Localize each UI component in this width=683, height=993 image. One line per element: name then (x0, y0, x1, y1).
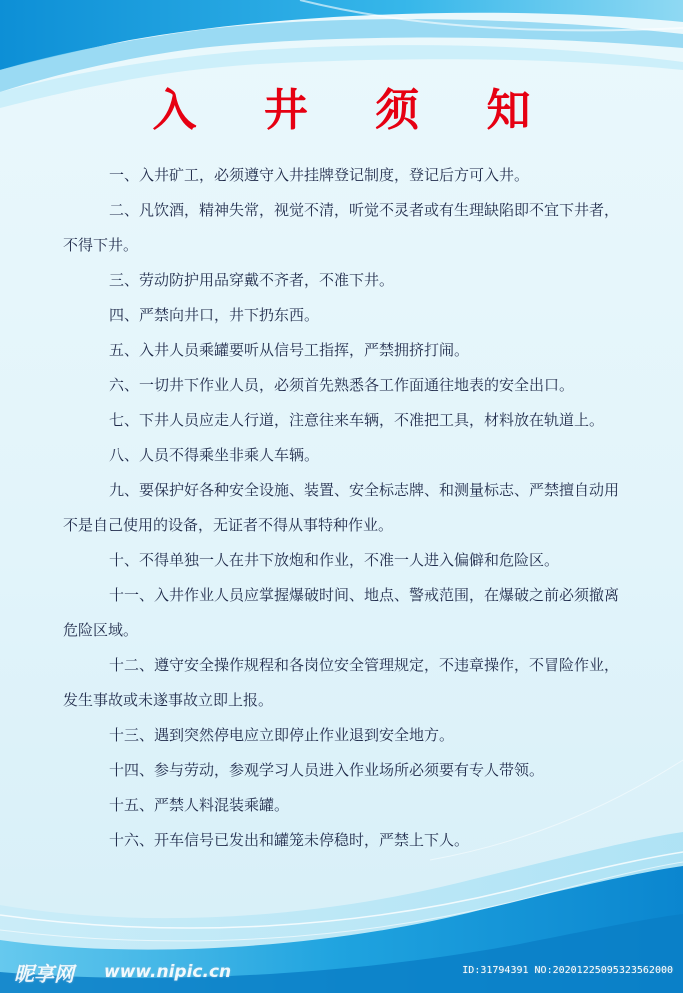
rule-item-10: 十、不得单独一人在井下放炮和作业，不准一人进入偏僻和危险区。 (109, 551, 560, 569)
rule-item-12: 十二、遵守安全操作规程和各岗位安全管理规定，不违章操作，不冒险作业，发生事故或未遂事故立即上报。 (63, 656, 620, 709)
watermark-logo: 昵享网 (14, 962, 74, 986)
rule-item-5: 五、入井人员乘罐要听从信号工指挥，严禁拥挤打闹。 (109, 341, 470, 359)
rule-item-6: 六、一切井下作业人员，必须首先熟悉各工作面通往地表的安全出口。 (109, 376, 575, 394)
rule-item-15: 十五、严禁人料混装乘罐。 (109, 796, 290, 814)
rule-item-14: 十四、参与劳动，参观学习人员进入作业场所必须要有专人带领。 (109, 761, 545, 779)
rule-item-1: 一、入井矿工，必须遵守入井挂牌登记制度，登记后方可入井。 (109, 166, 530, 184)
rule-item-11: 十一、入井作业人员应掌握爆破时间、地点、警戒范围，在爆破之前必须撤离危险区域。 (63, 586, 620, 639)
watermark-id: ID:31794391 NO:20201225095323562000 (462, 965, 673, 976)
rule-item-13: 十三、遇到突然停电应立即停止作业退到安全地方。 (109, 726, 455, 744)
poster-title: 入 井 须 知 (152, 85, 557, 136)
rule-item-7: 七、下井人员应走人行道，注意往来车辆，不准把工具，材料放在轨道上。 (109, 411, 605, 429)
rule-item-4: 四、严禁向井口，井下扔东西。 (109, 306, 320, 324)
rules-list (63, 158, 633, 858)
rule-item-8: 八、人员不得乘坐非乘人车辆。 (109, 446, 320, 464)
rule-item-9: 九、要保护好各种安全设施、装置、安全标志牌、和测量标志、严禁擅自动用不是自己使用的设备，无证者不得从事特种作业。 (63, 481, 620, 534)
rule-item-16: 十六、开车信号已发出和罐笼未停稳时，严禁上下人。 (109, 831, 470, 849)
rule-item-3: 三、劳动防护用品穿戴不齐者，不准下井。 (109, 271, 395, 289)
rule-item-2: 二、凡饮酒，精神失常，视觉不清，听觉不灵者或有生理缺陷即不宜下井者，不得下井。 (63, 201, 620, 254)
watermark-url: www.nipic.cn (104, 962, 232, 982)
